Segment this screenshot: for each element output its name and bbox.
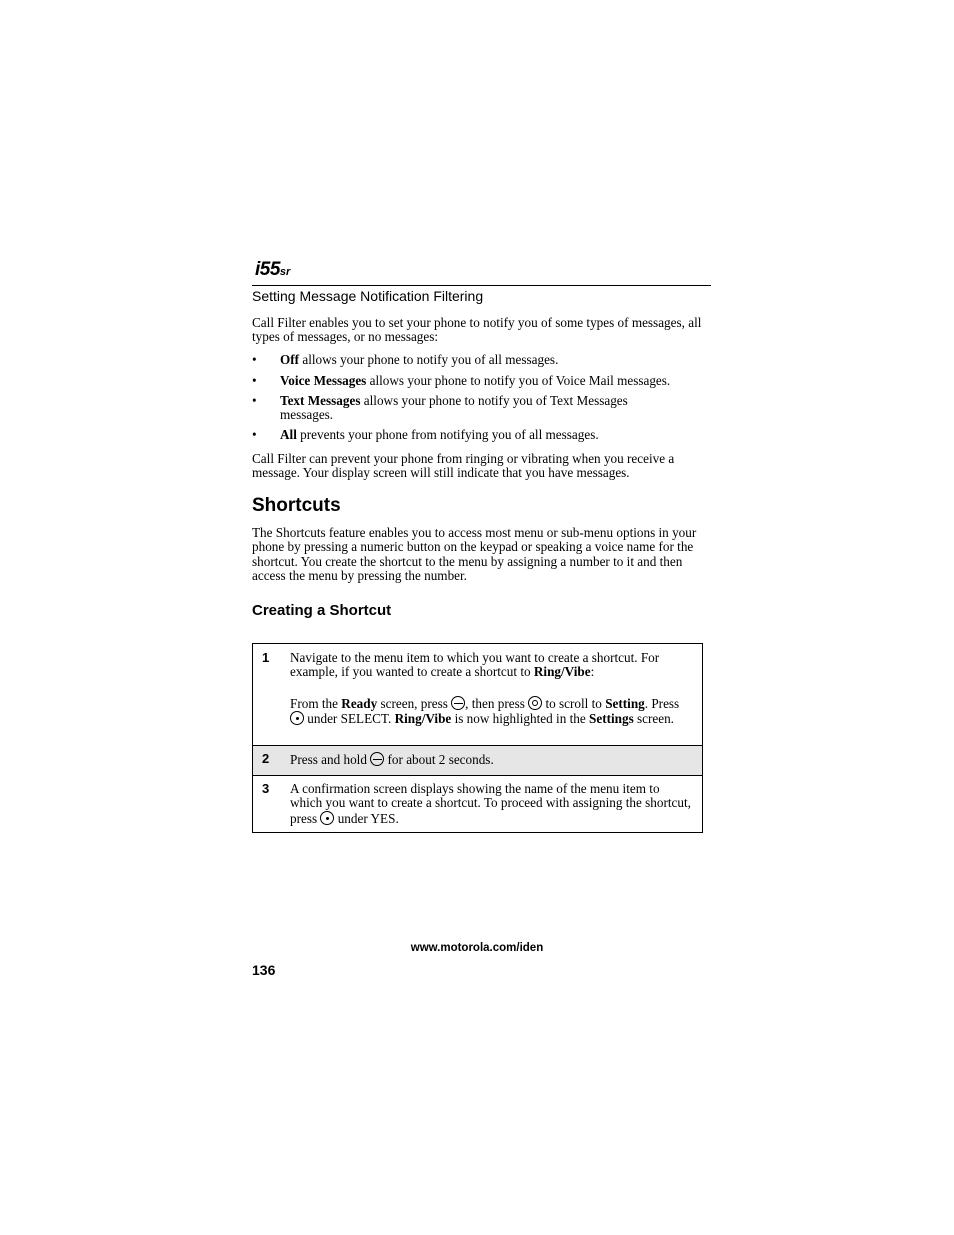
creating-shortcut-heading: Creating a Shortcut — [252, 602, 392, 619]
header-rule — [252, 285, 711, 286]
step-number: 1 — [262, 650, 270, 665]
step-text: From the Ready screen, press , then press to scroll to Setting. Press under SELECT. Ring/Vibe is now highlighted in the Settings screen. — [290, 695, 680, 726]
option-key-icon — [320, 811, 334, 825]
page-number: 136 — [252, 962, 276, 978]
bullet-text: allows your phone to notify you of Text Messages messages. — [280, 393, 628, 423]
step-text: Navigate to the menu item to which you want to create a shortcut. For example, if you wanted to create a shortcut to Ring/Vibe: — [290, 650, 660, 680]
step-text: Press and hold for about 2 seconds. — [290, 752, 494, 767]
menu-key-icon — [370, 752, 384, 766]
bullet-text: prevents your phone from notifying you of all messages. — [296, 427, 599, 442]
step-number: 3 — [262, 781, 270, 796]
bullet-text: allows your phone to notify you of Voice Mail messages. — [366, 373, 671, 388]
steps-table — [252, 643, 703, 833]
step-text: A confirmation screen displays showing the name of the menu item to which you want to create a shortcut. To proceed with assigning the shortcut, press under YES. — [290, 781, 691, 826]
bullet-term: All — [280, 427, 297, 442]
bullet-term: Text Messages — [280, 393, 361, 408]
option-key-icon — [290, 711, 304, 725]
navigation-key-icon — [528, 696, 542, 710]
footer-url: www.motorola.com/iden — [410, 942, 544, 954]
shortcuts-heading: Shortcuts — [252, 495, 341, 516]
step-number: 2 — [262, 751, 270, 766]
filter-note: Call Filter can prevent your phone from ringing or vibrating when you receive a message. Your display screen will still indicate that you have messages. — [252, 451, 675, 481]
intro-paragraph: Call Filter enables you to set your phone to notify you of some types of messages, all types of messages, or no messages: — [252, 315, 702, 345]
bullet-term: Off — [280, 352, 300, 367]
section-header: Setting Message Notification Filtering — [252, 288, 484, 304]
shortcuts-body: The Shortcuts feature enables you to access most menu or sub-menu options in your phone by pressing a numeric button on the keypad or speaking a voice name for the shortcut. You create the shortcut to the menu by assigning a number to it and then access the menu by pressing the number. — [252, 525, 697, 583]
logo-main: i55 — [255, 259, 280, 280]
menu-key-icon — [451, 696, 465, 710]
step-row — [253, 644, 702, 745]
logo-sub: sr — [279, 266, 291, 278]
step-row — [253, 775, 702, 832]
bullet-term: Voice Messages — [280, 373, 367, 388]
product-logo — [255, 259, 290, 281]
step-row — [253, 745, 702, 775]
bullet-text: allows your phone to notify you of all messages. — [299, 352, 559, 367]
